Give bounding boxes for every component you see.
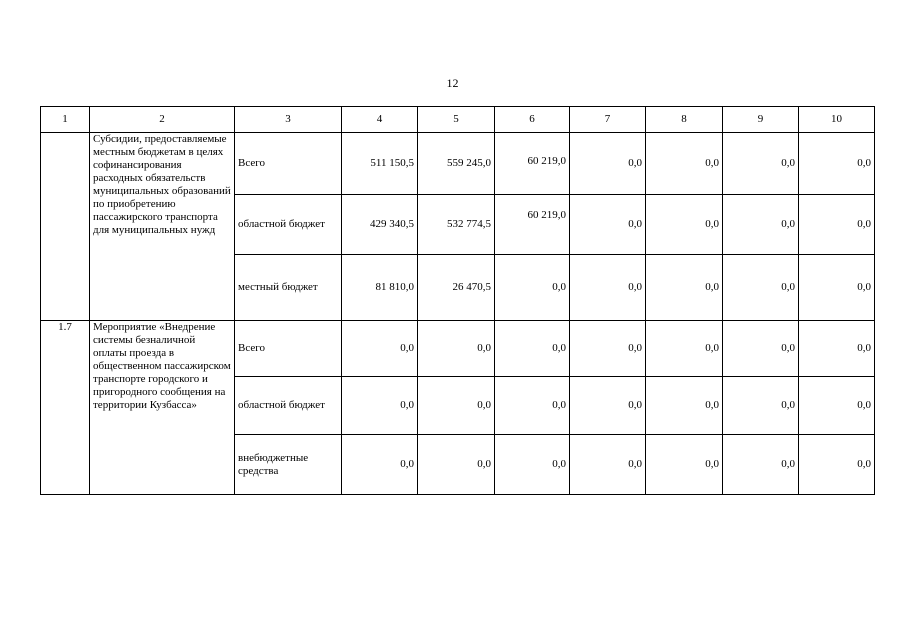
- funding-source: местный бюджет: [235, 255, 342, 321]
- value-cell: 0,0: [495, 321, 570, 377]
- value-cell: 0,0: [570, 435, 646, 495]
- value-cell: 0,0: [723, 377, 799, 435]
- header-cell: 6: [495, 107, 570, 133]
- header-cell: 7: [570, 107, 646, 133]
- header-cell: 10: [799, 107, 875, 133]
- budget-table: [40, 106, 875, 495]
- value-cell: 559 245,0: [418, 133, 495, 195]
- value-cell: 532 774,5: [418, 195, 495, 255]
- value-cell: 0,0: [799, 321, 875, 377]
- value-cell: 26 470,5: [418, 255, 495, 321]
- header-cell: 5: [418, 107, 495, 133]
- value-cell: 0,0: [799, 195, 875, 255]
- header-cell: 8: [646, 107, 723, 133]
- value-cell: 0,0: [342, 435, 418, 495]
- value-cell: 0,0: [723, 321, 799, 377]
- value-cell: 0,0: [799, 133, 875, 195]
- value-cell: 0,0: [646, 377, 723, 435]
- value-cell: 0,0: [646, 255, 723, 321]
- value-cell: 60 219,0: [495, 133, 570, 195]
- header-cell: 9: [723, 107, 799, 133]
- value-cell: 0,0: [495, 377, 570, 435]
- value-cell: 0,0: [570, 133, 646, 195]
- header-cell: 3: [235, 107, 342, 133]
- item-number: 1.7: [41, 321, 90, 495]
- value-cell: 0,0: [418, 321, 495, 377]
- value-cell: 0,0: [570, 377, 646, 435]
- value-cell: 0,0: [570, 195, 646, 255]
- funding-source: Всего: [235, 133, 342, 195]
- value-cell: 0,0: [495, 255, 570, 321]
- value-cell: 0,0: [495, 435, 570, 495]
- value-cell: 0,0: [342, 321, 418, 377]
- table-row: [41, 133, 875, 195]
- value-cell: 0,0: [799, 255, 875, 321]
- item-name: Субсидии, предоставляемые местным бюджетам в целях софинансирования расходных обязательств муниципальных образований по приобретению пассажирского транспорта для муниципальных нужд: [90, 133, 235, 321]
- value-cell: 0,0: [570, 321, 646, 377]
- value-cell: 0,0: [799, 435, 875, 495]
- value-cell: 0,0: [723, 435, 799, 495]
- value-cell: 0,0: [799, 377, 875, 435]
- value-cell: 0,0: [723, 195, 799, 255]
- value-cell: 81 810,0: [342, 255, 418, 321]
- header-cell: 4: [342, 107, 418, 133]
- item-name: Мероприятие «Внедрение системы безналичной оплаты проезда в общественном пассажирском транспорте городского и пригородного сообщения на территории Кузбасса»: [90, 321, 235, 495]
- funding-source: Всего: [235, 321, 342, 377]
- header-cell: 2: [90, 107, 235, 133]
- funding-source: внебюджетные средства: [235, 435, 342, 495]
- funding-source: областной бюджет: [235, 377, 342, 435]
- value-cell: 429 340,5: [342, 195, 418, 255]
- value-cell: 0,0: [646, 321, 723, 377]
- value-cell: 511 150,5: [342, 133, 418, 195]
- value-cell: 0,0: [646, 195, 723, 255]
- header-row: [41, 107, 875, 133]
- value-cell: 0,0: [570, 255, 646, 321]
- value-cell: 0,0: [646, 435, 723, 495]
- value-cell: 60 219,0: [495, 195, 570, 255]
- item-number: [41, 133, 90, 321]
- header-cell: 1: [41, 107, 90, 133]
- value-cell: 0,0: [646, 133, 723, 195]
- value-cell: 0,0: [723, 255, 799, 321]
- value-cell: 0,0: [723, 133, 799, 195]
- funding-source: областной бюджет: [235, 195, 342, 255]
- value-cell: 0,0: [342, 377, 418, 435]
- value-cell: 0,0: [418, 377, 495, 435]
- table-row: [41, 321, 875, 377]
- page-number: 12: [446, 76, 459, 90]
- value-cell: 0,0: [418, 435, 495, 495]
